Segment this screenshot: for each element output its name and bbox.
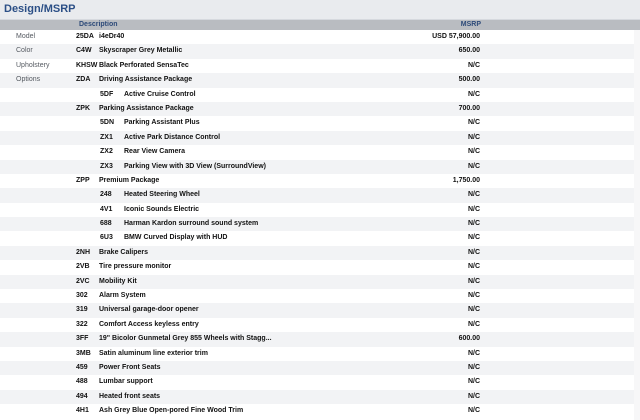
option-price: USD 57,900.00 [432, 33, 480, 40]
option-name: Heated front seats [99, 392, 161, 400]
option-code: 2VB [76, 263, 90, 271]
option-code: ZX1 [100, 133, 113, 141]
row-category: Options [16, 76, 41, 84]
option-code: 3FF [76, 335, 89, 343]
scroll-gutter [634, 30, 640, 420]
option-name: Mobility Kit [99, 277, 137, 285]
option-price: N/C [467, 133, 480, 141]
table-row[interactable] [0, 30, 640, 44]
option-name: Tire pressure monitor [99, 263, 172, 271]
option-price: N/C [467, 407, 480, 415]
row-category: Upholstery [16, 61, 50, 69]
option-name: Ash Grey Blue Open-pored Fine Wood Trim [99, 407, 244, 415]
option-code: 2VC [76, 277, 90, 285]
option-price: 600.00 [458, 335, 480, 343]
option-price: N/C [467, 363, 480, 371]
row-category: Model [16, 33, 36, 40]
table-row[interactable] [0, 390, 640, 404]
option-name: 19" Bicolor Gunmetal Grey 855 Wheels with Stagg... [99, 335, 272, 343]
option-price: N/C [467, 90, 480, 98]
table-row[interactable] [0, 231, 640, 245]
option-name: Universal garage-door opener [99, 306, 199, 314]
option-name: Parking View with 3D View (SurroundView) [124, 162, 266, 170]
option-price: 500.00 [458, 76, 480, 84]
option-code: ZPK [76, 104, 90, 112]
option-code: 688 [100, 220, 112, 228]
table-row[interactable] [0, 59, 640, 73]
option-code: ZX3 [100, 162, 113, 170]
table-row[interactable] [0, 303, 640, 317]
table-row[interactable] [0, 404, 640, 418]
table-header [0, 20, 640, 30]
option-name: Satin aluminum line exterior trim [99, 349, 208, 357]
option-name: Parking Assistance Package [99, 104, 194, 112]
column-header-msrp[interactable]: MSRP [460, 21, 481, 28]
table-row[interactable] [0, 318, 640, 332]
option-name: Active Cruise Control [124, 90, 196, 98]
option-name: Iconic Sounds Electric [124, 205, 200, 213]
table-row[interactable] [0, 275, 640, 289]
option-price: N/C [467, 61, 480, 69]
option-code: 4V1 [100, 205, 113, 213]
table-row[interactable] [0, 88, 640, 102]
msrp-table-body [0, 30, 640, 419]
option-price: N/C [467, 277, 480, 285]
table-row[interactable] [0, 160, 640, 174]
option-name: Active Park Distance Control [124, 133, 221, 141]
option-price: N/C [467, 292, 480, 300]
option-code: 5DN [100, 119, 115, 127]
option-price: N/C [467, 234, 480, 242]
row-category: Color [16, 47, 33, 55]
option-name: Harman Kardon surround sound system [124, 220, 259, 228]
option-code: 25DA [76, 33, 94, 40]
option-name: Lumbar support [99, 378, 153, 386]
option-price: N/C [467, 263, 480, 271]
option-code: 3MB [76, 349, 91, 357]
option-price: N/C [467, 349, 480, 357]
table-row[interactable] [0, 116, 640, 130]
table-row[interactable] [0, 73, 640, 87]
table-row[interactable] [0, 260, 640, 274]
option-price: 700.00 [458, 104, 480, 112]
option-price: N/C [467, 320, 480, 328]
option-code: ZPP [76, 176, 90, 184]
panel-header [0, 0, 640, 20]
table-row[interactable] [0, 131, 640, 145]
option-name: i4eDr40 [99, 33, 125, 40]
option-code: 4H1 [76, 407, 89, 415]
option-name: BMW Curved Display with HUD [124, 234, 228, 242]
option-name: Black Perforated SensaTec [99, 61, 189, 69]
option-code: 5DF [100, 90, 114, 98]
option-code: C4W [76, 47, 92, 55]
option-code: 494 [76, 392, 88, 400]
option-code: ZDA [76, 76, 91, 84]
table-row[interactable] [0, 246, 640, 260]
option-price: N/C [467, 162, 480, 170]
option-code: ZX2 [100, 148, 113, 156]
column-header-description[interactable]: Description [79, 21, 118, 28]
option-price: N/C [467, 306, 480, 314]
option-code: 302 [76, 292, 88, 300]
option-price: N/C [467, 378, 480, 386]
table-row[interactable] [0, 289, 640, 303]
option-price: N/C [467, 392, 480, 400]
option-code: KHSW [76, 61, 98, 69]
option-code: 319 [76, 306, 88, 314]
table-row[interactable] [0, 145, 640, 159]
page-title: Design/MSRP [4, 3, 76, 15]
option-name: Driving Assistance Package [99, 76, 193, 84]
option-name: Comfort Access keyless entry [99, 320, 199, 328]
option-name: Power Front Seats [99, 363, 161, 371]
option-name: Alarm System [99, 292, 146, 300]
option-name: Rear View Camera [124, 148, 185, 156]
table-row[interactable] [0, 361, 640, 375]
option-price: 650.00 [458, 47, 480, 55]
option-code: 6U3 [100, 234, 113, 242]
option-code: 488 [76, 378, 88, 386]
option-name: Parking Assistant Plus [124, 119, 200, 127]
option-price: N/C [467, 191, 480, 199]
option-price: N/C [467, 220, 480, 228]
option-code: 459 [76, 363, 88, 371]
table-row[interactable] [0, 102, 640, 116]
table-row[interactable] [0, 188, 640, 202]
table-row[interactable] [0, 375, 640, 389]
option-price: N/C [467, 205, 480, 213]
table-row[interactable] [0, 217, 640, 231]
option-price: 1,750.00 [452, 176, 480, 184]
option-price: N/C [467, 148, 480, 156]
table-row[interactable] [0, 44, 640, 58]
option-price: N/C [467, 119, 480, 127]
option-code: 322 [76, 320, 88, 328]
table-row[interactable] [0, 203, 640, 217]
option-name: Heated Steering Wheel [124, 191, 200, 199]
option-price: N/C [467, 248, 480, 256]
option-name: Premium Package [99, 176, 160, 184]
table-row[interactable] [0, 174, 640, 188]
option-code: 248 [100, 191, 112, 199]
option-name: Skyscraper Grey Metallic [99, 47, 183, 55]
option-name: Brake Calipers [99, 248, 149, 256]
table-row[interactable] [0, 347, 640, 361]
table-row[interactable] [0, 332, 640, 346]
option-code: 2NH [76, 248, 91, 256]
